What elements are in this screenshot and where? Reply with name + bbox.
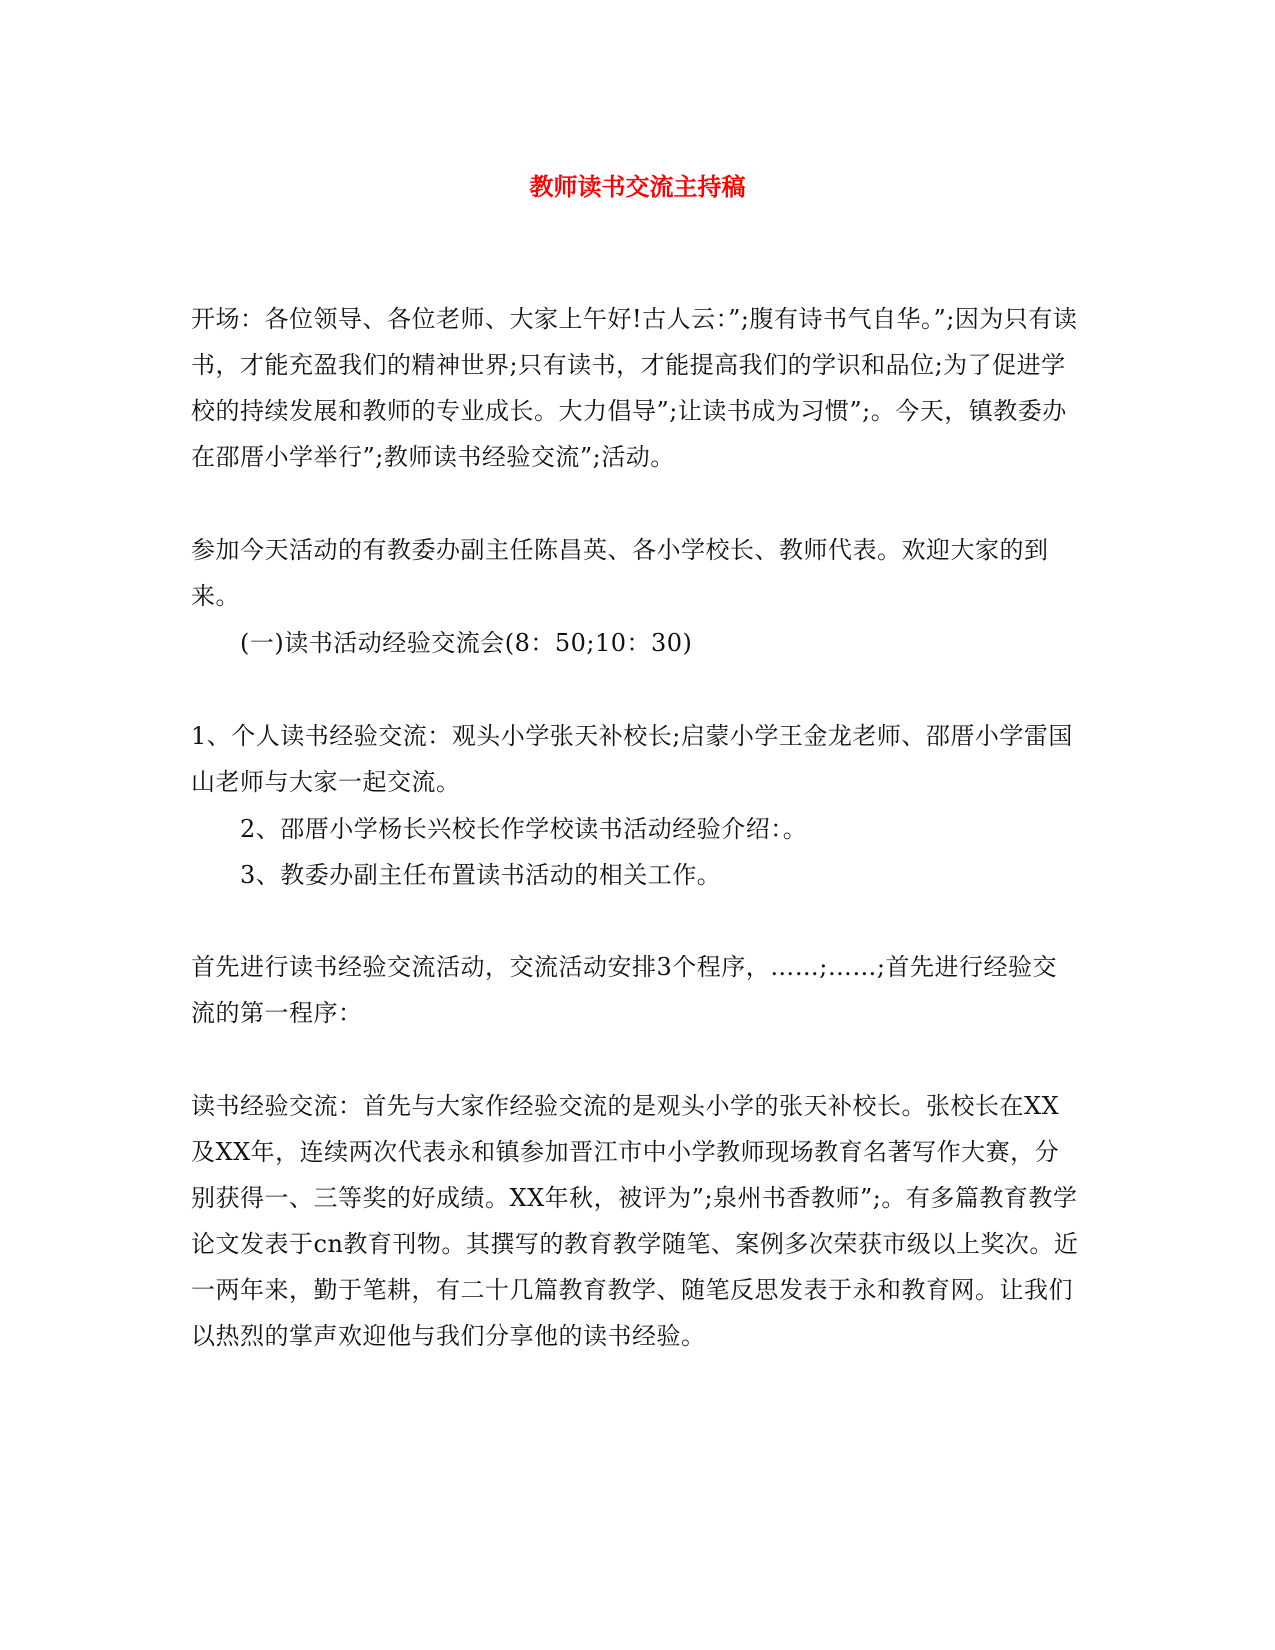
paragraph-item-2: 2、邵厝小学杨长兴校长作学校读书活动经验介绍：。 bbox=[240, 815, 808, 843]
paragraph-opening: 开场：各位领导、各位老师、大家上午好!古人云：”;腹有诗书气自华。”;因为只有读书，才能充盈我们的精神世界;只有读书，才能提高我们的学识和品位;为了促进学校的持续发展和教师的专业成长。大力倡导”;让读书成为习惯”;。今天，镇教委办在邵厝小学举行”;教师读书经验交流”;活动。 bbox=[191, 305, 1078, 471]
paragraph-item-3: 3、教委办副主任布置读书活动的相关工作。 bbox=[240, 861, 722, 889]
document-title: 教师读书交流主持稿 bbox=[529, 173, 746, 201]
paragraph-section-one: (一)读书活动经验交流会(8：50;10：30) bbox=[240, 629, 693, 657]
paragraph-exchange: 读书经验交流：首先与大家作经验交流的是观头小学的张天补校长。张校长在XX及XX年，连续两次代表永和镇参加晋江市中小学教师现场教育名著写作大赛，分别获得一、三等奖的好成绩。XX年秋，被评为”;泉州书香教师”;。有多篇教育教学论文发表于cn教育刊物。其撰写的教育教学随笔、案例多次荣获市级以上奖次。近一两年来，勤于笔耕，有二十几篇教育教学、随笔反思发表于永和教育网。让我们以热烈的掌声欢迎他与我们分享他的读书经验。 bbox=[191, 1092, 1079, 1350]
paragraph-attendees: 参加今天活动的有教委办副主任陈昌英、各小学校长、教师代表。欢迎大家的到来。 bbox=[191, 536, 1049, 610]
paragraph-first-step: 首先进行读书经验交流活动，交流活动安排3个程序，……;……;首先进行经验交流的第一程序： bbox=[191, 953, 1057, 1027]
paragraph-item-1: 1、个人读书经验交流：观头小学张天补校长;启蒙小学王金龙老师、邵厝小学雷国山老师与大家一起交流。 bbox=[191, 722, 1073, 796]
